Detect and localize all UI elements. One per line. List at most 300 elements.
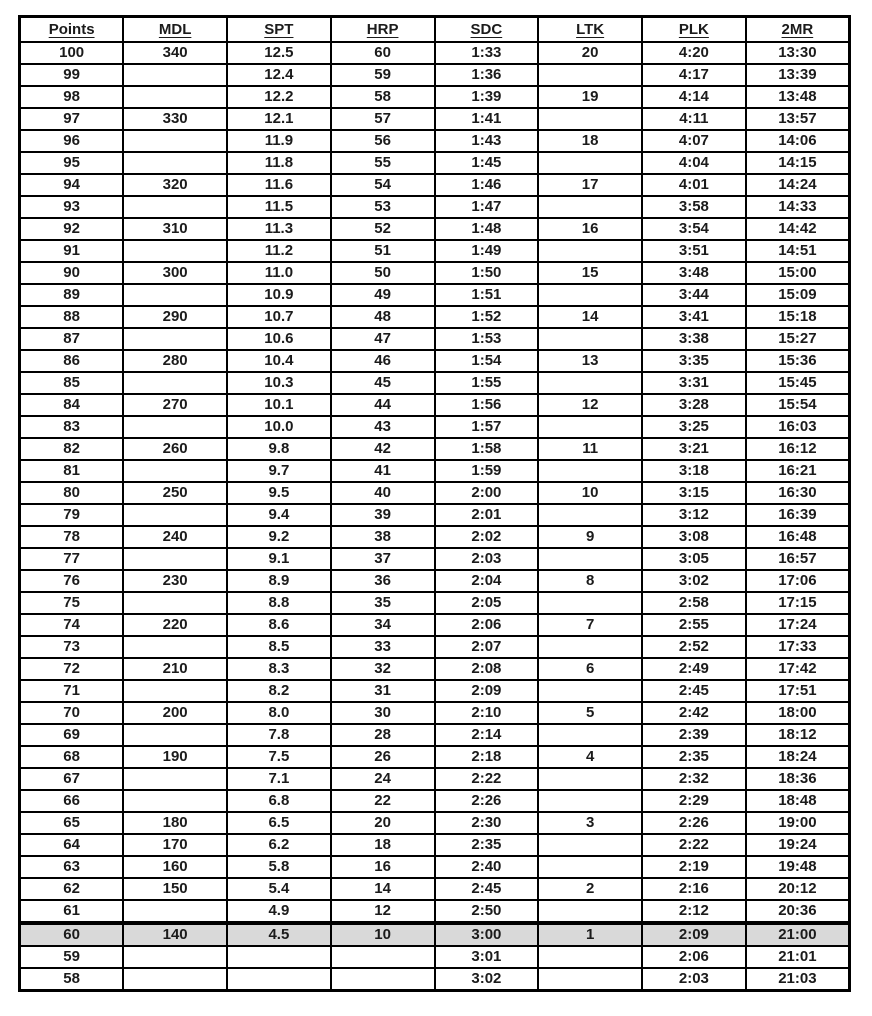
cell-ltk: 17 [538,174,642,196]
cell-spt: 10.0 [227,416,331,438]
cell-mdl: 310 [123,218,227,240]
cell-points: 93 [20,196,124,218]
cell-points: 82 [20,438,124,460]
cell-2mr: 13:57 [746,108,850,130]
cell-sdc: 1:58 [435,438,539,460]
cell-2mr: 14:51 [746,240,850,262]
cell-mdl: 190 [123,746,227,768]
cell-spt: 4.9 [227,900,331,923]
cell-sdc: 2:22 [435,768,539,790]
cell-mdl [123,680,227,702]
cell-hrp: 45 [331,372,435,394]
cell-hrp: 44 [331,394,435,416]
cell-spt: 9.2 [227,526,331,548]
cell-points: 75 [20,592,124,614]
cell-points: 99 [20,64,124,86]
cell-spt: 12.5 [227,42,331,64]
cell-points: 61 [20,900,124,923]
cell-2mr: 13:30 [746,42,850,64]
cell-points: 58 [20,968,124,991]
cell-hrp: 30 [331,702,435,724]
cell-plk: 3:44 [642,284,746,306]
cell-spt: 8.6 [227,614,331,636]
cell-plk: 2:19 [642,856,746,878]
cell-plk: 4:01 [642,174,746,196]
cell-spt: 11.2 [227,240,331,262]
cell-2mr: 17:51 [746,680,850,702]
cell-hrp: 53 [331,196,435,218]
cell-spt: 6.5 [227,812,331,834]
cell-points: 72 [20,658,124,680]
table-row [20,548,850,570]
cell-hrp: 36 [331,570,435,592]
cell-mdl [123,768,227,790]
cell-2mr: 13:48 [746,86,850,108]
table-row [20,152,850,174]
table-row [20,834,850,856]
cell-hrp: 33 [331,636,435,658]
cell-plk: 4:20 [642,42,746,64]
cell-2mr: 16:30 [746,482,850,504]
cell-points: 92 [20,218,124,240]
cell-mdl [123,152,227,174]
cell-spt: 9.8 [227,438,331,460]
cell-points: 65 [20,812,124,834]
cell-sdc: 3:02 [435,968,539,991]
cell-ltk: 18 [538,130,642,152]
cell-2mr: 18:00 [746,702,850,724]
cell-sdc: 2:08 [435,658,539,680]
cell-points: 63 [20,856,124,878]
cell-ltk [538,64,642,86]
cell-ltk: 9 [538,526,642,548]
cell-hrp: 10 [331,923,435,946]
cell-spt: 8.0 [227,702,331,724]
cell-spt: 11.5 [227,196,331,218]
cell-hrp: 60 [331,42,435,64]
cell-spt: 8.8 [227,592,331,614]
cell-hrp: 34 [331,614,435,636]
cell-points: 71 [20,680,124,702]
cell-spt: 4.5 [227,923,331,946]
cell-mdl [123,592,227,614]
cell-plk: 3:15 [642,482,746,504]
cell-ltk [538,416,642,438]
cell-sdc: 1:54 [435,350,539,372]
table-row [20,438,850,460]
cell-mdl [123,504,227,526]
cell-points: 62 [20,878,124,900]
cell-plk: 3:54 [642,218,746,240]
cell-hrp: 12 [331,900,435,923]
cell-hrp: 59 [331,64,435,86]
cell-mdl: 340 [123,42,227,64]
cell-2mr: 19:24 [746,834,850,856]
cell-mdl: 230 [123,570,227,592]
table-row [20,130,850,152]
cell-2mr: 17:33 [746,636,850,658]
cell-spt: 10.9 [227,284,331,306]
cell-plk: 2:16 [642,878,746,900]
cell-plk: 4:11 [642,108,746,130]
cell-sdc: 2:01 [435,504,539,526]
cell-sdc: 1:45 [435,152,539,174]
table-row [20,108,850,130]
cell-plk: 3:02 [642,570,746,592]
cell-2mr: 13:39 [746,64,850,86]
cell-points: 60 [20,923,124,946]
cell-2mr: 20:12 [746,878,850,900]
cell-points: 91 [20,240,124,262]
cell-mdl: 210 [123,658,227,680]
cell-hrp: 16 [331,856,435,878]
cell-hrp: 35 [331,592,435,614]
cell-spt [227,946,331,968]
cell-hrp: 50 [331,262,435,284]
cell-sdc: 1:51 [435,284,539,306]
cell-hrp: 24 [331,768,435,790]
cell-sdc: 2:06 [435,614,539,636]
cell-ltk [538,790,642,812]
cell-spt: 5.8 [227,856,331,878]
cell-ltk [538,284,642,306]
cell-sdc: 2:30 [435,812,539,834]
cell-hrp: 51 [331,240,435,262]
cell-2mr: 14:42 [746,218,850,240]
cell-spt: 11.9 [227,130,331,152]
cell-points: 64 [20,834,124,856]
cell-ltk: 7 [538,614,642,636]
cell-mdl [123,416,227,438]
cell-points: 96 [20,130,124,152]
cell-ltk [538,592,642,614]
cell-mdl: 300 [123,262,227,284]
cell-2mr: 15:45 [746,372,850,394]
cell-hrp: 55 [331,152,435,174]
cell-plk: 3:31 [642,372,746,394]
table-row [20,636,850,658]
table-row [20,482,850,504]
cell-ltk [538,968,642,991]
table-row [20,86,850,108]
cell-sdc: 1:52 [435,306,539,328]
cell-sdc: 2:40 [435,856,539,878]
cell-2mr: 21:01 [746,946,850,968]
cell-hrp: 18 [331,834,435,856]
table-row [20,746,850,768]
cell-ltk [538,328,642,350]
cell-spt: 11.3 [227,218,331,240]
cell-2mr: 16:48 [746,526,850,548]
cell-sdc: 1:43 [435,130,539,152]
cell-mdl [123,724,227,746]
cell-hrp: 43 [331,416,435,438]
cell-ltk [538,636,642,658]
cell-plk: 3:58 [642,196,746,218]
cell-ltk: 5 [538,702,642,724]
table-row-highlighted [20,923,850,946]
cell-hrp: 32 [331,658,435,680]
cell-points: 85 [20,372,124,394]
cell-plk: 3:51 [642,240,746,262]
cell-spt: 9.4 [227,504,331,526]
cell-mdl [123,196,227,218]
cell-ltk: 3 [538,812,642,834]
table-row [20,394,850,416]
cell-ltk: 10 [538,482,642,504]
cell-plk: 3:12 [642,504,746,526]
cell-sdc: 2:03 [435,548,539,570]
table-row [20,614,850,636]
table-row [20,460,850,482]
cell-hrp: 42 [331,438,435,460]
cell-points: 74 [20,614,124,636]
cell-2mr: 15:00 [746,262,850,284]
table-row [20,416,850,438]
cell-hrp: 56 [331,130,435,152]
cell-points: 79 [20,504,124,526]
cell-ltk [538,196,642,218]
cell-plk: 2:45 [642,680,746,702]
cell-plk: 4:17 [642,64,746,86]
table-row [20,680,850,702]
cell-hrp: 22 [331,790,435,812]
cell-plk: 2:42 [642,702,746,724]
cell-spt: 7.8 [227,724,331,746]
cell-mdl [123,900,227,923]
cell-plk: 3:28 [642,394,746,416]
cell-spt: 10.6 [227,328,331,350]
cell-hrp: 38 [331,526,435,548]
cell-plk: 2:32 [642,768,746,790]
cell-mdl: 180 [123,812,227,834]
table-row [20,218,850,240]
cell-2mr: 14:15 [746,152,850,174]
cell-sdc: 2:07 [435,636,539,658]
cell-sdc: 2:35 [435,834,539,856]
cell-spt: 8.5 [227,636,331,658]
cell-mdl: 250 [123,482,227,504]
cell-plk: 2:09 [642,923,746,946]
cell-sdc: 1:59 [435,460,539,482]
cell-2mr: 21:00 [746,923,850,946]
cell-spt: 12.2 [227,86,331,108]
cell-2mr: 16:39 [746,504,850,526]
cell-mdl: 320 [123,174,227,196]
cell-mdl: 330 [123,108,227,130]
cell-2mr: 14:24 [746,174,850,196]
table-row [20,812,850,834]
cell-plk: 2:29 [642,790,746,812]
cell-spt: 11.6 [227,174,331,196]
cell-ltk: 6 [538,658,642,680]
table-row [20,504,850,526]
cell-mdl: 160 [123,856,227,878]
cell-spt: 10.1 [227,394,331,416]
cell-ltk [538,504,642,526]
cell-mdl: 150 [123,878,227,900]
cell-hrp: 54 [331,174,435,196]
cell-plk: 3:35 [642,350,746,372]
cell-sdc: 2:14 [435,724,539,746]
cell-sdc: 1:33 [435,42,539,64]
cell-2mr: 19:00 [746,812,850,834]
cell-plk: 2:06 [642,946,746,968]
column-header-points: Points [20,17,124,43]
cell-2mr: 17:15 [746,592,850,614]
cell-points: 78 [20,526,124,548]
cell-mdl [123,372,227,394]
cell-sdc: 1:56 [435,394,539,416]
cell-sdc: 3:01 [435,946,539,968]
cell-sdc: 2:00 [435,482,539,504]
cell-ltk: 1 [538,923,642,946]
cell-plk: 2:39 [642,724,746,746]
column-header-plk: PLK [642,17,746,43]
table-row [20,968,850,991]
cell-sdc: 1:46 [435,174,539,196]
column-header-hrp: HRP [331,17,435,43]
cell-mdl [123,636,227,658]
table-row [20,856,850,878]
cell-hrp: 58 [331,86,435,108]
cell-points: 87 [20,328,124,350]
cell-ltk: 2 [538,878,642,900]
cell-2mr: 15:09 [746,284,850,306]
cell-plk: 2:35 [642,746,746,768]
cell-hrp: 31 [331,680,435,702]
table-row [20,196,850,218]
cell-mdl [123,328,227,350]
cell-plk: 2:03 [642,968,746,991]
cell-plk: 3:21 [642,438,746,460]
cell-mdl [123,240,227,262]
cell-points: 97 [20,108,124,130]
cell-points: 66 [20,790,124,812]
cell-sdc: 2:18 [435,746,539,768]
cell-mdl [123,64,227,86]
table-row [20,526,850,548]
table-row [20,306,850,328]
cell-ltk [538,548,642,570]
cell-ltk: 4 [538,746,642,768]
cell-sdc: 2:09 [435,680,539,702]
cell-points: 69 [20,724,124,746]
table-row [20,702,850,724]
header-row [20,17,850,43]
cell-2mr: 17:42 [746,658,850,680]
cell-2mr: 19:48 [746,856,850,878]
cell-hrp: 52 [331,218,435,240]
cell-spt: 6.8 [227,790,331,812]
cell-plk: 2:58 [642,592,746,614]
column-header-ltk: LTK [538,17,642,43]
cell-plk: 2:52 [642,636,746,658]
column-header-sdc: SDC [435,17,539,43]
cell-2mr: 17:06 [746,570,850,592]
cell-sdc: 1:49 [435,240,539,262]
cell-ltk: 15 [538,262,642,284]
cell-points: 77 [20,548,124,570]
cell-points: 81 [20,460,124,482]
cell-spt: 12.1 [227,108,331,130]
cell-ltk [538,768,642,790]
cell-spt [227,968,331,991]
cell-plk: 4:04 [642,152,746,174]
table-row [20,284,850,306]
cell-2mr: 21:03 [746,968,850,991]
score-table [18,15,851,992]
cell-plk: 3:41 [642,306,746,328]
cell-ltk: 13 [538,350,642,372]
cell-spt: 11.0 [227,262,331,284]
cell-spt: 8.3 [227,658,331,680]
cell-spt: 8.9 [227,570,331,592]
cell-ltk [538,152,642,174]
table-row [20,724,850,746]
cell-2mr: 18:48 [746,790,850,812]
cell-ltk: 19 [538,86,642,108]
cell-sdc: 1:39 [435,86,539,108]
cell-points: 95 [20,152,124,174]
table-row [20,900,850,923]
cell-sdc: 2:05 [435,592,539,614]
cell-hrp: 39 [331,504,435,526]
cell-spt: 7.1 [227,768,331,790]
table-row [20,790,850,812]
cell-mdl [123,790,227,812]
cell-points: 70 [20,702,124,724]
cell-mdl [123,86,227,108]
cell-plk: 3:48 [642,262,746,284]
cell-plk: 3:05 [642,548,746,570]
cell-sdc: 2:04 [435,570,539,592]
cell-spt: 12.4 [227,64,331,86]
cell-2mr: 15:27 [746,328,850,350]
cell-mdl [123,946,227,968]
table-row [20,592,850,614]
table-row [20,64,850,86]
cell-points: 89 [20,284,124,306]
cell-points: 68 [20,746,124,768]
table-row [20,328,850,350]
table-row [20,174,850,196]
cell-2mr: 16:03 [746,416,850,438]
cell-points: 76 [20,570,124,592]
cell-sdc: 1:55 [435,372,539,394]
column-header-spt: SPT [227,17,331,43]
cell-hrp: 47 [331,328,435,350]
cell-ltk [538,946,642,968]
cell-spt: 6.2 [227,834,331,856]
cell-sdc: 1:36 [435,64,539,86]
cell-2mr: 17:24 [746,614,850,636]
cell-sdc: 3:00 [435,923,539,946]
cell-points: 100 [20,42,124,64]
cell-spt: 10.4 [227,350,331,372]
cell-hrp: 48 [331,306,435,328]
cell-2mr: 15:54 [746,394,850,416]
cell-plk: 2:55 [642,614,746,636]
cell-points: 88 [20,306,124,328]
cell-2mr: 16:12 [746,438,850,460]
cell-spt: 10.3 [227,372,331,394]
cell-mdl [123,284,227,306]
table-row [20,768,850,790]
cell-ltk [538,460,642,482]
cell-mdl: 290 [123,306,227,328]
cell-hrp: 26 [331,746,435,768]
